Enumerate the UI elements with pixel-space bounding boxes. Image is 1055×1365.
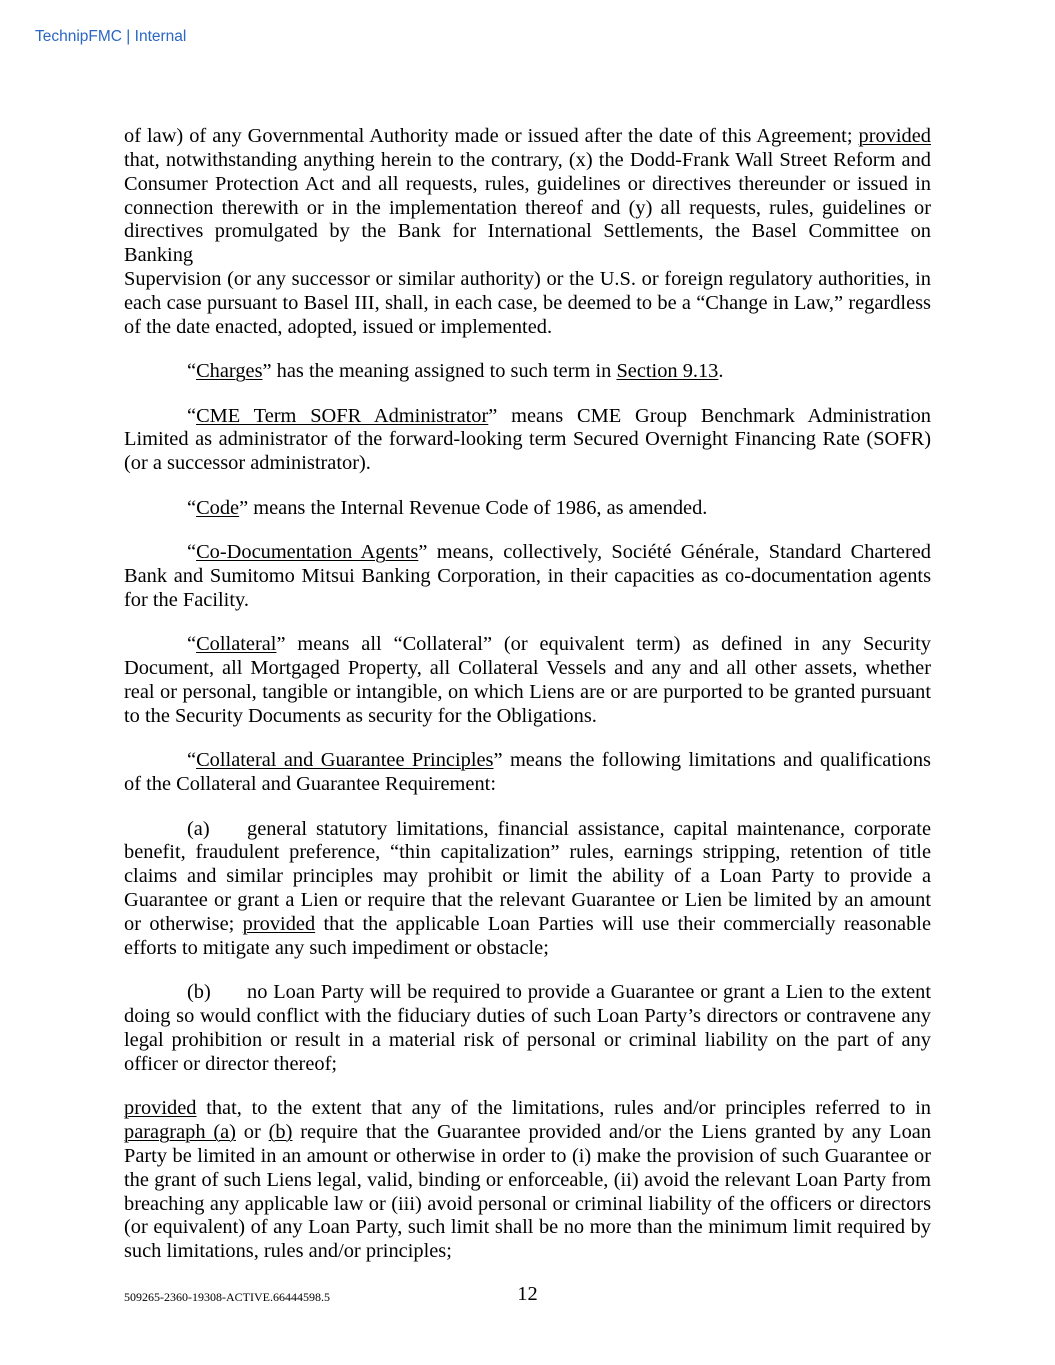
definition-co-documentation-agents <box>124 541 931 613</box>
text-run: ” means the following limitations and qualifications <box>493 749 931 772</box>
defined-term-charges: Charges <box>196 360 263 383</box>
document-id: 509265-2360-19308-ACTIVE.66444598.5 <box>124 1290 330 1304</box>
text-line: each case pursuant to Basel III, shall, in each case, be deemed to be a “Change in Law,” regardless <box>124 291 931 314</box>
classification-label: TechnipFMC | Internal <box>35 28 187 45</box>
text-run: “ <box>187 541 197 564</box>
text-line: real or personal, tangible or intangible, on which Liens are or are purported to be granted pursuant <box>124 681 931 703</box>
text-line <box>124 405 931 429</box>
definition-charges <box>124 360 931 384</box>
paragraph-reference-b: (b) <box>268 1121 293 1144</box>
text-run: require that the Guarantee provided and/or the Liens granted by any Loan <box>292 1121 932 1144</box>
text-line: of the date enacted, adopted, issued or implemented. <box>124 315 553 338</box>
text-line <box>124 360 931 384</box>
text-line: directives promulgated by the Bank for International Settlements, the Basel Committee on Banking <box>124 220 931 267</box>
text-run: or otherwise; <box>124 912 243 935</box>
list-marker: (a) <box>187 817 210 840</box>
text-line: that, notwithstanding anything herein to the contrary, (x) the Dodd-Frank Wall Street Reform and <box>124 148 931 171</box>
text-line <box>124 125 931 149</box>
text-line <box>124 981 931 1005</box>
clause-a <box>124 818 931 961</box>
text-run: . <box>718 360 724 383</box>
text-run: that the applicable Loan Parties will use their commercially reasonable <box>315 912 931 935</box>
text-line: Document, all Mortgaged Property, all Collateral Vessels and any and all other assets, whether <box>124 657 931 680</box>
text-line: (or equivalent) of any Loan Party, such limit shall be no more than the minimum limit required by <box>124 1216 931 1239</box>
text-line: connection therewith or in the implementation thereof and (y) all requests, rules, guidelines or <box>124 196 931 219</box>
clause-b <box>124 981 931 1076</box>
text-run: “ <box>187 749 197 772</box>
text-run: ” has the meaning assigned to such term in <box>262 360 617 383</box>
text-line: legal prohibition or result in a material risk of personal or criminal liability on the part of any <box>124 1028 931 1051</box>
text-line <box>124 913 931 937</box>
section-reference: Section 9.13 <box>616 360 719 383</box>
text-line: the grant of such Liens legal, valid, binding or enforceable, (ii) avoid the relevant Loan Party from <box>124 1168 931 1191</box>
text-line: of the Collateral and Guarantee Requirement: <box>124 773 496 796</box>
text-run: ” means the Internal Revenue Code of 1986, as amended. <box>239 496 708 519</box>
definition-collateral <box>124 633 931 728</box>
text-line <box>124 541 931 565</box>
defined-term-collateral: Collateral <box>196 633 277 656</box>
text-run: ” means, collectively, Société Générale, Standard Chartered <box>418 541 931 564</box>
text-line: Guarantee or grant a Lien or require that the relevant Guarantee or Lien be limited by an amount <box>124 889 931 912</box>
document-body <box>124 125 931 1285</box>
text-line <box>124 818 931 842</box>
defined-term-code: Code <box>196 496 240 519</box>
defined-term-provided: provided <box>858 125 931 147</box>
text-line: such limitations, rules and/or principles; <box>124 1240 452 1263</box>
text-line: benefit, fraudulent preference, “thin capitalization” rules, earnings stripping, retention of title <box>124 841 931 864</box>
definition-code <box>124 497 931 521</box>
defined-term-provided: provided <box>242 912 316 935</box>
text-line <box>124 749 931 773</box>
text-run: that, to the extent that any of the limitations, rules and/or principles referred to in <box>196 1097 931 1120</box>
text-run: or <box>235 1121 269 1144</box>
text-run: general statutory limitations, financial assistance, capital maintenance, corporate <box>247 817 931 840</box>
text-line: Limited as administrator of the forward-looking term Secured Overnight Financing Rate (SOFR) <box>124 428 931 451</box>
defined-term-collateral-and-guarantee-principles: Collateral and Guarantee Principles <box>196 749 494 772</box>
text-line: Supervision (or any successor or similar authority) or the U.S. or foreign regulatory authorities, in <box>124 268 931 291</box>
defined-term-cme-term-sofr-administrator: CME Term SOFR Administrator <box>196 404 489 427</box>
text-line: Party be limited in an amount or otherwise in order to (i) make the provision of such Guarantee or <box>124 1144 931 1167</box>
text-run: no Loan Party will be required to provide a Guarantee or grant a Lien to the extent <box>247 981 931 1004</box>
text-run: “ <box>187 404 197 427</box>
defined-term-co-documentation-agents: Co-Documentation Agents <box>196 541 419 564</box>
text-run: ” means CME Group Benchmark Administration <box>488 404 932 427</box>
text-line: efforts to mitigate any such impediment or obstacle; <box>124 936 549 959</box>
text-line <box>124 1097 931 1121</box>
text-line: to the Security Documents as security for the Obligations. <box>124 704 597 727</box>
text-line: officer or director thereof; <box>124 1052 338 1075</box>
text-line <box>124 497 931 521</box>
text-line: Consumer Protection Act and all requests, rules, guidelines or directives thereunder or issued in <box>124 172 931 195</box>
text-line <box>124 633 931 657</box>
paragraph-change-in-law-continuation <box>124 125 931 340</box>
page-number: 12 <box>517 1283 538 1305</box>
text-line: breaching any applicable law or (iii) avoid personal or criminal liability of the officers or directors <box>124 1192 931 1215</box>
text-line: claims and similar principles may prohibit or limit the ability of a Loan Party to provide a <box>124 865 931 888</box>
text-run: “ <box>187 633 197 656</box>
text-line: for the Facility. <box>124 588 249 611</box>
text-run: “ <box>187 496 197 519</box>
definition-cme-term-sofr-administrator <box>124 405 931 477</box>
list-marker: (b) <box>187 981 211 1004</box>
text-line <box>124 1121 931 1145</box>
text-run: of law) of any Governmental Authority made or issued after the date of this Agreement; <box>124 125 859 147</box>
text-run: “ <box>187 360 197 383</box>
defined-term-provided: provided <box>124 1097 197 1120</box>
text-line: Bank and Sumitomo Mitsui Banking Corporation, in their capacities as co-documentation agents <box>124 565 931 588</box>
text-line: doing so would conflict with the fiduciary duties of such Loan Party’s directors or contravene any <box>124 1005 931 1028</box>
text-line: (or a successor administrator). <box>124 452 371 475</box>
text-run: ” means all “Collateral” (or equivalent term) as defined in any Security <box>276 633 931 656</box>
definition-collateral-and-guarantee-principles <box>124 749 931 797</box>
paragraph-reference-a: paragraph (a) <box>124 1121 236 1144</box>
proviso-paragraph <box>124 1097 931 1264</box>
